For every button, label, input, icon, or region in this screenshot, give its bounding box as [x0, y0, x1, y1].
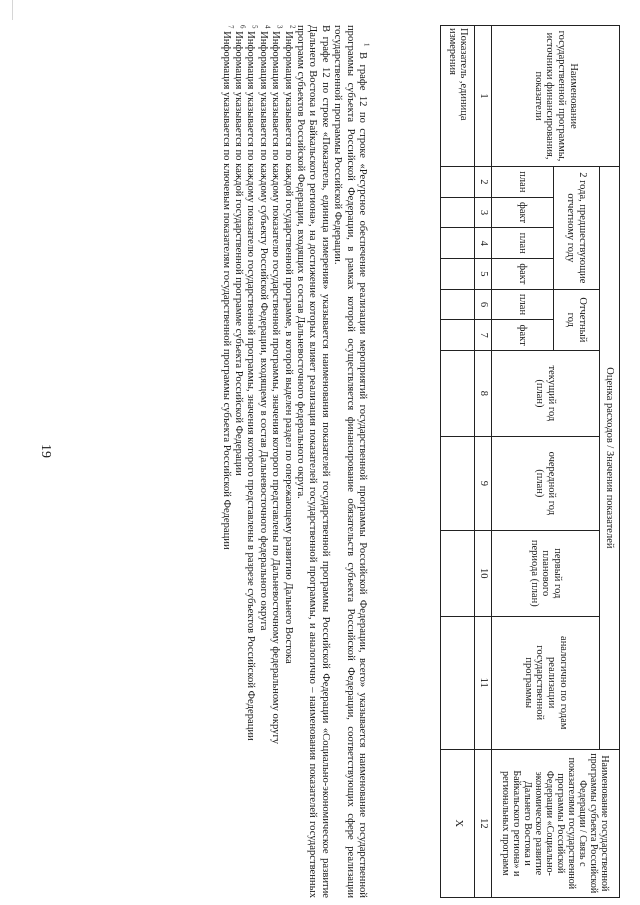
- table-cell: [441, 616, 475, 749]
- col-number: 7: [475, 320, 492, 351]
- row-indicator-label: Показатель ,единица измерения: [441, 26, 475, 167]
- evaluation-table: [440, 25, 620, 898]
- header-next-year: очередной год (план): [492, 436, 600, 530]
- header-fact-3: факт: [492, 320, 554, 351]
- header-fact-1: факт: [492, 197, 554, 228]
- table-cell: [441, 530, 475, 616]
- col-number: 9: [475, 436, 492, 530]
- table-cell: [441, 436, 475, 530]
- footnote: $^6$ Информация указывается по каждой государственной программе субъекта Российской Федерации: [232, 25, 247, 476]
- header-two-years-before: 2 года, предшествующие отчетному году: [554, 167, 600, 290]
- footnotes: [219, 25, 371, 898]
- col-number: 2: [475, 167, 492, 198]
- table-cell: [441, 289, 475, 320]
- table-cell: [441, 350, 475, 436]
- footnote: $^3$ Информация указывается по каждому показателю государственной программы, значения которого представлены по Дальневосточному федеральному округу: [270, 25, 284, 745]
- table-cell: [441, 320, 475, 351]
- footnote: $^5$ Информация указывается по каждому показателю государственной программы, значения которого представлены в разрезе субъектов Российской Федерации: [245, 25, 259, 741]
- footnote: В графе 12 по строке «Показатель, единица измерения» указывается наименования показателей государственной программы Российской Федерации «Социально-экономическое развитие Дальнего Востока и Байкальского региона», на достижение которых влияет реализация показателей государственной программы, и аналогично – наименования показателей государственных программ субъектов Российской Федерации, входящих в состав Дальневосточного федерального округа.: [294, 25, 331, 898]
- col-number: 4: [475, 228, 492, 259]
- header-evaluation: Оценка расходов / Значения показателей: [600, 167, 620, 750]
- header-plan-3: план: [492, 289, 554, 320]
- col-number: 6: [475, 289, 492, 320]
- table-cell: [441, 228, 475, 259]
- table-cell: [441, 167, 475, 198]
- rotated-page-content: [200, 25, 620, 898]
- table-cell: [441, 259, 475, 290]
- header-first-plan-year: первый год планового периода (план): [492, 530, 600, 616]
- col-number: 5: [475, 259, 492, 290]
- col-number: 10: [475, 530, 492, 616]
- header-regional-program: Наименование государственной программы субъекта Российской Федерации / Связь с показателями государственной программы Российской Федерации «Социально-экономическое развитие Дальнего Востока и Байкальского региона» и региональных программ: [492, 749, 620, 897]
- col-number: 1: [475, 26, 492, 167]
- footnote: $^4$ Информация указывается по каждому субъекту Российской Федерации, входящему в состав Дальневосточного федерального округа: [257, 25, 272, 631]
- scan-artifact-line: [12, 0, 13, 20]
- header-plan-1: план: [492, 167, 554, 198]
- col-number: 12: [475, 749, 492, 897]
- page-number: 19: [38, 444, 53, 458]
- header-plan-2: план: [492, 228, 554, 259]
- row-indicator-value-12: Х: [441, 749, 475, 897]
- header-current-year: текущий год (план): [492, 350, 600, 436]
- col-number: 11: [475, 616, 492, 749]
- header-analog-years: аналогично по годам реализации государственной программы: [492, 616, 600, 749]
- table-cell: [441, 197, 475, 228]
- header-fact-2: факт: [492, 259, 554, 290]
- col-number: 3: [475, 197, 492, 228]
- header-program-name: Наименование государственной программы, источники финансирования, показатели: [492, 26, 620, 167]
- header-reporting-year: Отчетный год: [554, 289, 600, 350]
- col-number: 8: [475, 350, 492, 436]
- footnote: $^2$ Информация указывается по каждой государственной программе, в которой выделен раздел по опережающему развитию Дальнего Востока: [282, 25, 297, 664]
- footnote: $^7$ Информация указывается по ключевым показателям государственной программы субъекта Российской Федерации: [220, 25, 235, 550]
- footnote: $^1$ В графе 12 по строке «Ресурсное обеспечение реализации мероприятий государственной программы Российской Федерации, всего» указывается наименование государственной программы субъекта Российской Федерации, в рамках которой осуществляется финансирование обязательств субъекта Российской Федерации, соответствующих сфере реализации государственной программы Российской Федерации.: [332, 25, 371, 898]
